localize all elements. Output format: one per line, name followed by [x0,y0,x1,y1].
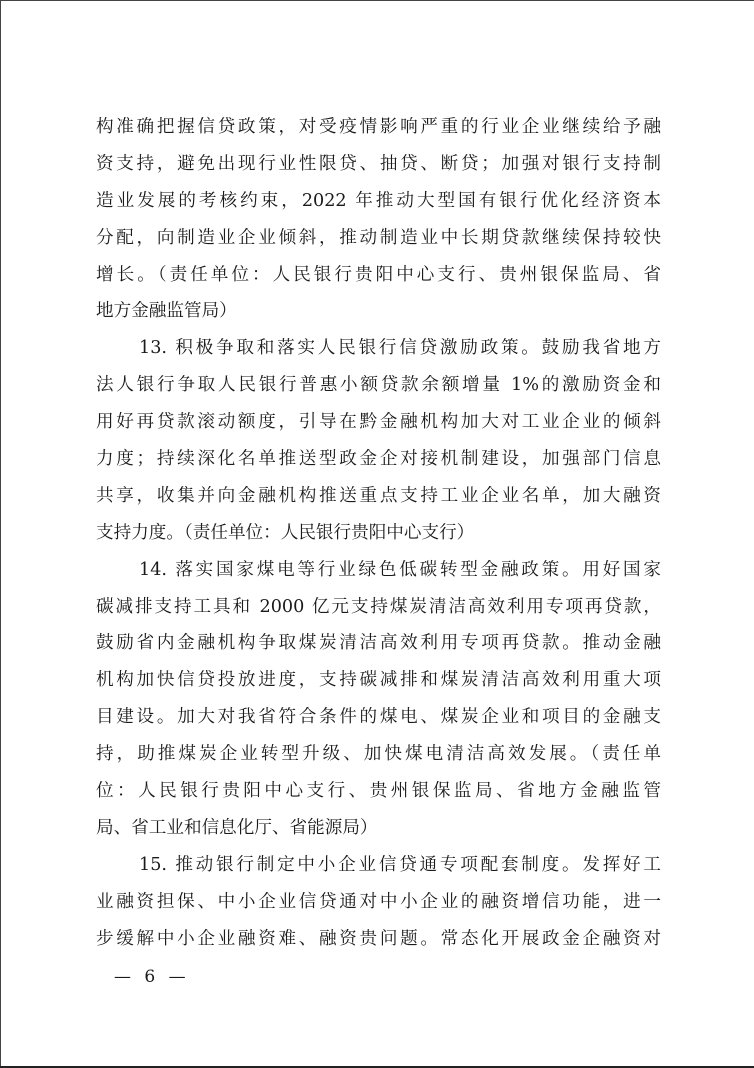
text-line: 目建设。加大对我省符合条件的煤电、煤炭企业和项目的金融支 [96,707,661,728]
text-line: 构准确把握信贷政策，对受疫情影响严重的行业企业继续给予融 [96,117,661,137]
paragraph-13-first-line: 13. 积极争取和落实人民银行信贷激励政策。鼓励我省地方 [139,338,661,359]
text-line: 碳减排支持工具和 2000 亿元支持煤炭清洁高效利用专项再贷款， [96,596,661,617]
text-line: 机构加快信贷投放进度，支持碳减排和煤炭清洁高效利用重大项 [96,670,661,691]
text-line: 业融资担保、中小企业信贷通对中小企业的融资增信功能，进一 [96,891,661,912]
document-body [96,109,661,957]
text-line: 力度；持续深化名单推送型政金企对接机制建设，加强部门信息 [96,449,661,470]
text-line: 支持力度。（责任单位：人民银行贵阳中心支行） [96,522,475,543]
page-number: — 6 — [114,967,190,987]
text-line: 地方金融监管局） [96,301,237,322]
paragraph-15-first-line: 15. 推动银行制定中小企业信贷通专项配套制度。发挥好工 [139,854,661,875]
text-line: 共享，收集并向金融机构推送重点支持工业企业名单，加大融资 [96,485,661,506]
text-line: 造业发展的考核约束，2022 年推动大型国有银行优化经济资本 [96,190,661,211]
page-left-edge [0,0,1,1068]
page-top-edge [0,0,754,1]
text-line: 用好再贷款滚动额度，引导在黔金融机构加大对工业企业的倾斜 [96,412,661,433]
text-line: 局、省工业和信息化厅、省能源局） [96,817,378,838]
text-line: 位：人民银行贵阳中心支行、贵州银保监局、省地方金融监管 [96,781,661,802]
text-line: 持，助推煤炭企业转型升级、加快煤电清洁高效发展。（责任单 [96,744,661,765]
paragraph-14-first-line: 14. 落实国家煤电等行业绿色低碳转型金融政策。用好国家 [139,559,661,580]
text-line: 步缓解中小企业融资难、融资贵问题。常态化开展政金企融资对 [96,928,661,949]
text-line: 分配，向制造业企业倾斜，推动制造业中长期贷款继续保持较快 [96,227,661,248]
text-line: 资支持，避免出现行业性限贷、抽贷、断贷；加强对银行支持制 [96,153,661,174]
text-line: 鼓励省内金融机构争取煤炭清洁高效利用专项再贷款。推动金融 [96,633,661,654]
text-line: 增长。（责任单位：人民银行贵阳中心支行、贵州银保监局、省 [96,264,661,285]
text-line: 法人银行争取人民银行普惠小额贷款余额增量 1%的激励资金和 [96,375,661,396]
